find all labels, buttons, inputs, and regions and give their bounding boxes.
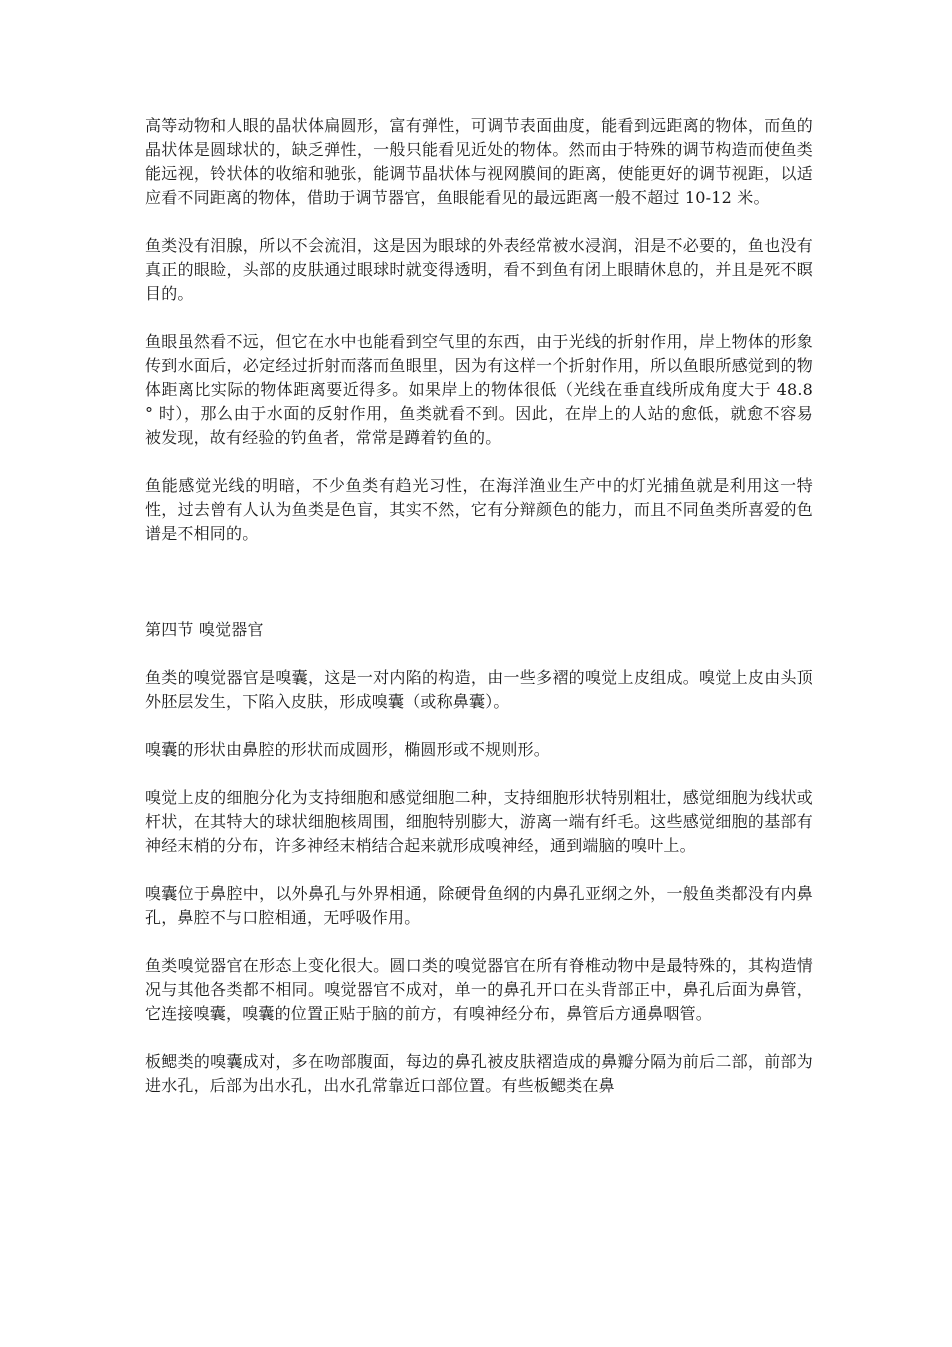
paragraph-light-color: 鱼能感觉光线的明暗，不少鱼类有趋光习性，在海洋渔业生产中的灯光捕鱼就是利用这一特性，过去曾有人认为鱼类是色盲，其实不然，它有分辩颜色的能力，而且不同鱼类所喜爱的色谱是不相同的。 [145,476,813,543]
paragraph-sac-shape: 嗅囊的形状由鼻腔的形状而成圆形，椭圆形或不规则形。 [145,740,551,759]
paragraph-elasmobranchs: 板鳃类的嗅囊成对，多在吻部腹面，每边的鼻孔被皮肤褶造成的鼻瓣分隔为前后二部，前部为进水孔，后部为出水孔，出水孔常靠近口部位置。有些板鳃类在鼻 [145,1052,813,1095]
paragraph-nasal-cavity: 嗅囊位于鼻腔中，以外鼻孔与外界相通，除硬骨鱼纲的内鼻孔亚纲之外，一般鱼类都没有内鼻孔，鼻腔不与口腔相通，无呼吸作用。 [145,884,813,927]
paragraph-lens: 高等动物和人眼的晶状体扁圆形，富有弹性，可调节表面曲度，能看到远距离的物体，而鱼的晶状体是圆球状的，缺乏弹性，一般只能看见近处的物体。然而由于特殊的调节构造而使鱼类能远视，铃状体的收缩和驰张，能调节晶状体与视网膜间的距离，使能更好的调节视距，以适应看不同距离的物体，借助于调节器官，鱼眼能看见的最远距离一般不超过 10-12 米。 [145,116,813,207]
section-title: 第四节 嗅觉器官 [145,620,264,639]
document-body [145,114,813,1122]
paragraph-olfactory-sac: 鱼类的嗅觉器官是嗅囊，这是一对内陷的构造，由一些多褶的嗅觉上皮组成。嗅觉上皮由头顶外胚层发生，下陷入皮肤，形成嗅囊（或称鼻囊）。 [145,668,813,711]
section-spacer [145,570,813,618]
paragraph-epithelium-cells: 嗅觉上皮的细胞分化为支持细胞和感觉细胞二种，支持细胞形状特别粗壮，感觉细胞为线状或杆状，在其特大的球状细胞核周围，细胞特别膨大，游离一端有纤毛。这些感觉细胞的基部有神经末梢的分布，许多神经末梢结合起来就形成嗅神经，通到端脑的嗅叶上。 [145,788,813,855]
paragraph-cyclostomes: 鱼类嗅觉器官在形态上变化很大。圆口类的嗅觉器官在所有脊椎动物中是最特殊的，其构造情况与其他各类都不相同。嗅觉器官不成对，单一的鼻孔开口在头背部正中，鼻孔后面为鼻管，它连接嗅囊，嗅囊的位置正贴于脑的前方，有嗅神经分布，鼻管后方通鼻咽管。 [145,956,813,1023]
paragraph-tear-gland: 鱼类没有泪腺，所以不会流泪，这是因为眼球的外表经常被水浸润，泪是不必要的，鱼也没有真正的眼睑，头部的皮肤通过眼球时就变得透明，看不到鱼有闭上眼睛休息的，并且是死不瞑目的。 [145,236,813,303]
paragraph-refraction: 鱼眼虽然看不远，但它在水中也能看到空气里的东西，由于光线的折射作用，岸上物体的形象传到水面后，必定经过折射而落而鱼眼里，因为有这样一个折射作用，所以鱼眼所感觉到的物体距离比实际的物体距离要近得多。如果岸上的物体很低（光线在垂直线所成角度大于 48.8 ° 时），那么由于水面的反射作用，鱼类就看不到。因此，在岸上的人站的愈低，就愈不容易被发现，故有经验的钓鱼者，常常是蹲着钓鱼的。 [145,332,813,447]
